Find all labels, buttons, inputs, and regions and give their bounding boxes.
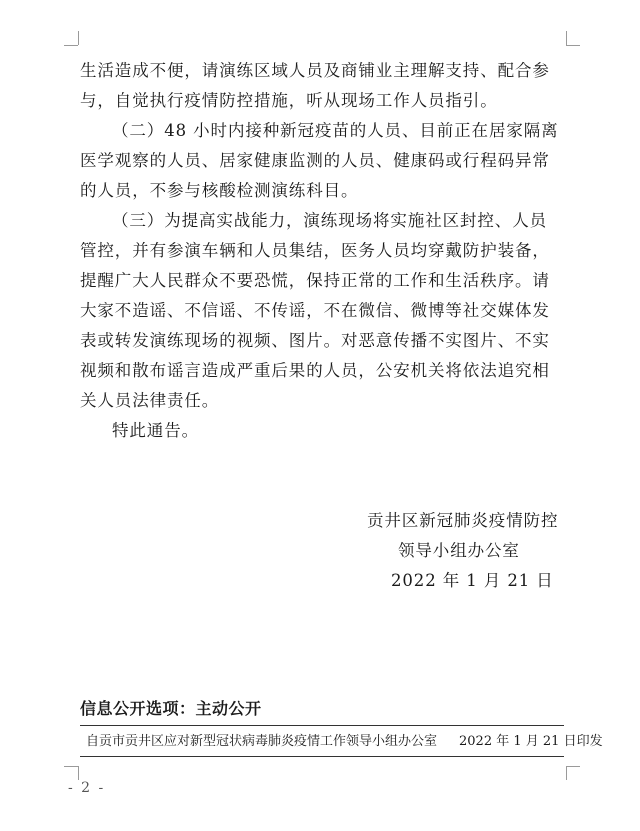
footer-print-info bbox=[86, 733, 603, 751]
crop-mark-top-right-h bbox=[566, 45, 580, 46]
body-line: 提醒广大人民群众不要恐慌，保持正常的工作和生活秩序。请 bbox=[80, 271, 550, 290]
body-line: 关人员法律责任。 bbox=[80, 391, 220, 410]
crop-mark-bottom-left-h bbox=[64, 766, 78, 767]
crop-mark-bottom-left-v bbox=[78, 766, 79, 780]
crop-mark-top-left-h bbox=[64, 45, 78, 46]
footer-bottom-rule bbox=[80, 756, 564, 757]
footer-issuer: 自贡市贡井区应对新型冠状病毒肺炎疫情工作领导小组办公室 bbox=[86, 734, 438, 749]
footer-top-rule bbox=[80, 725, 564, 726]
crop-mark-top-left-v bbox=[78, 31, 79, 45]
body-line: 的人员，不参与核酸检测演练科目。 bbox=[80, 181, 359, 200]
crop-mark-top-right-v bbox=[566, 31, 567, 45]
body-line: （三）为提高实战能力，演练现场将实施社区封控、人员 bbox=[112, 211, 547, 230]
page-number: - 2 - bbox=[68, 780, 106, 796]
body-line: 表或转发演练现场的视频、图片。对恶意传播不实图片、不实 bbox=[80, 331, 550, 350]
body-line: 管控，并有参演车辆和人员集结，医务人员均穿戴防护装备， bbox=[80, 241, 550, 260]
closing-line: 特此通告。 bbox=[112, 421, 199, 440]
signature-org-line1: 贡井区新冠肺炎疫情防控 bbox=[367, 511, 559, 530]
footer-print-date: 2022 年 1 月 21 日印发 bbox=[459, 734, 603, 749]
body-line: 医学观察的人员、居家健康监测的人员、健康码或行程码异常 bbox=[80, 151, 550, 170]
body-line: 大家不造谣、不信谣、不传谣，不在微信、微博等社交媒体发 bbox=[80, 301, 550, 320]
body-line: （二）48 小时内接种新冠疫苗的人员、目前正在居家隔离 bbox=[112, 121, 559, 140]
body-line: 生活造成不便，请演练区域人员及商铺业主理解支持、配合参 bbox=[80, 61, 550, 80]
disclosure-option: 信息公开选项：主动公开 bbox=[80, 699, 262, 718]
signature-org-line2: 领导小组办公室 bbox=[398, 541, 520, 560]
body-line: 与，自觉执行疫情防控措施，听从现场工作人员指引。 bbox=[80, 91, 498, 110]
body-line: 视频和散布谣言造成严重后果的人员，公安机关将依法追究相 bbox=[80, 361, 550, 380]
crop-mark-bottom-right-h bbox=[566, 766, 580, 767]
crop-mark-bottom-right-v bbox=[566, 766, 567, 780]
signature-date: 2022 年 1 月 21 日 bbox=[391, 571, 554, 590]
